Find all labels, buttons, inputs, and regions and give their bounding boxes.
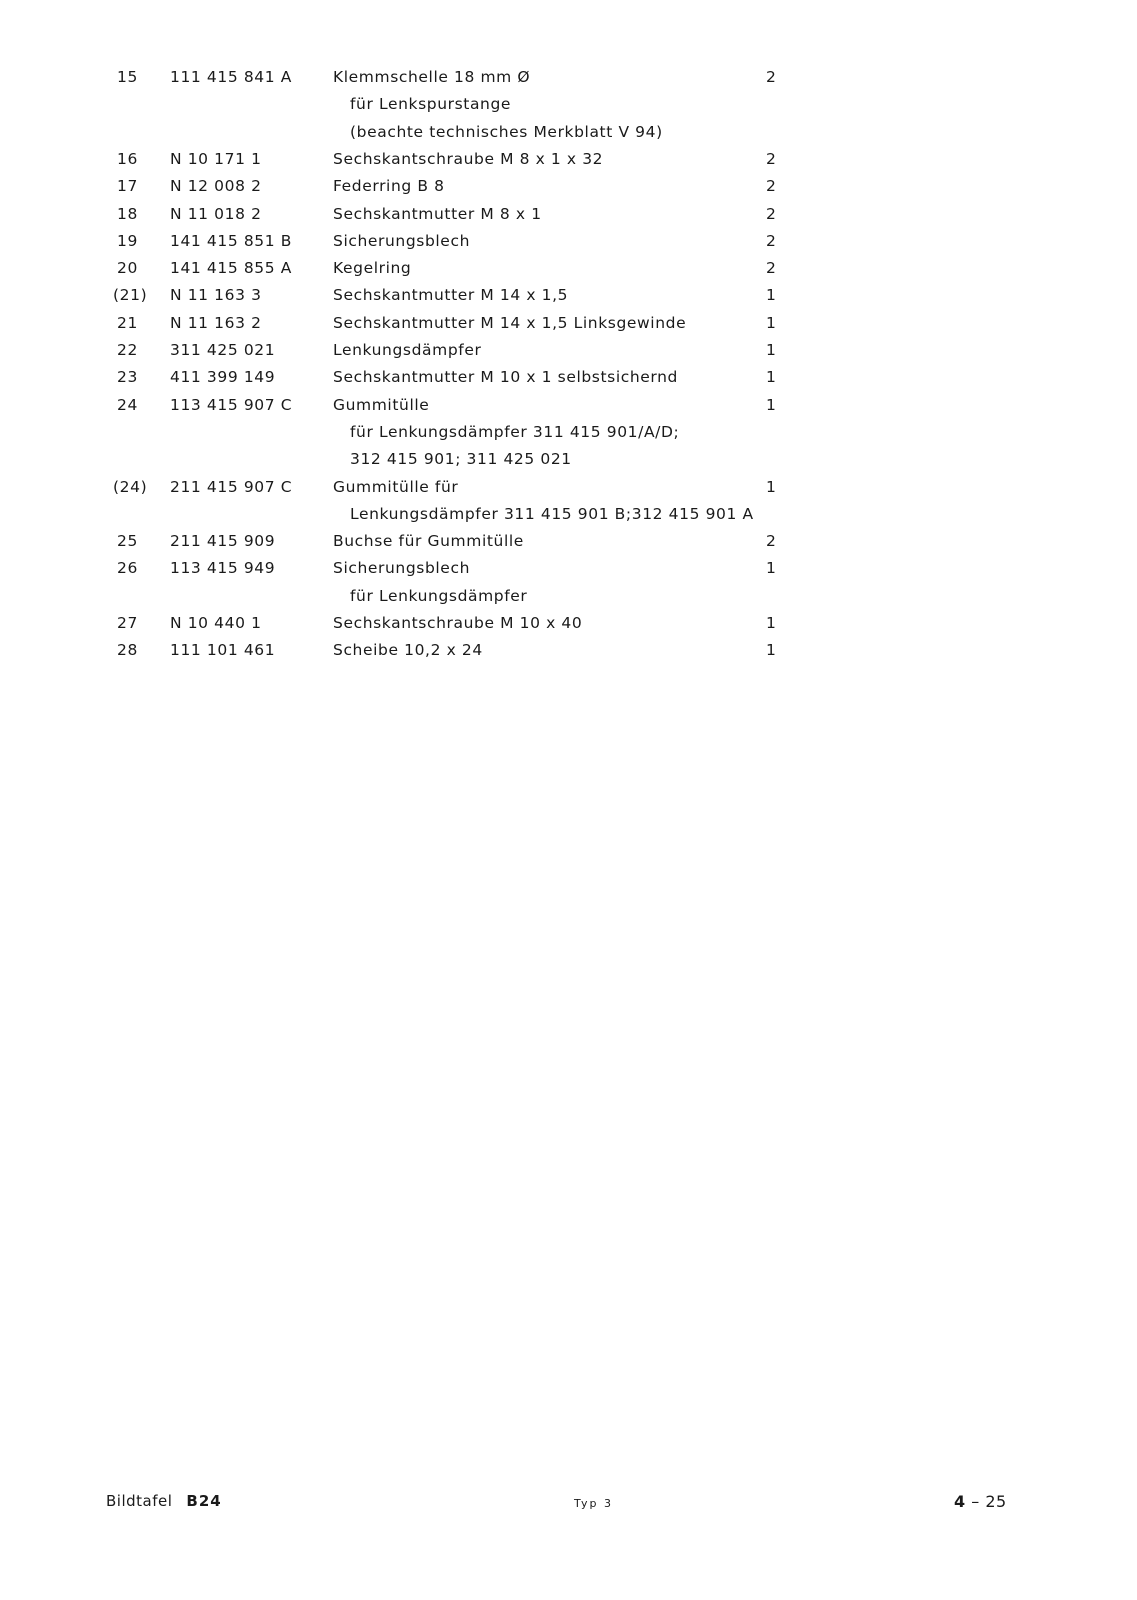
plate-label-text: Bildtafel (106, 1492, 173, 1510)
parts-row (0, 531, 1137, 559)
quantity: 1 (766, 641, 777, 660)
part-number: 411 399 149 (170, 368, 276, 387)
part-number: 211 415 907 C (170, 477, 293, 496)
position-number: 27 (117, 614, 138, 632)
part-description: Scheibe 10,2 x 24 (333, 641, 483, 660)
position-number: 16 (117, 149, 138, 168)
quantity: 1 (766, 286, 777, 305)
position-number: 24 (117, 395, 138, 414)
parts-row-continuation (0, 422, 1137, 450)
quantity: 1 (766, 313, 777, 332)
part-description: für Lenkungsdämpfer 311 415 901/A/D; (350, 422, 680, 441)
parts-row (0, 313, 1137, 341)
part-description: Gummitülle (333, 395, 430, 414)
part-number: 111 101 461 (170, 641, 276, 660)
part-number: 141 415 855 A (170, 259, 292, 278)
part-description: Sechskantmutter M 8 x 1 (333, 204, 542, 223)
quantity: 1 (766, 368, 777, 387)
position-number: 19 (117, 231, 138, 250)
position-number: 22 (117, 341, 138, 359)
position-number: 20 (117, 259, 138, 278)
parts-row (0, 613, 1137, 641)
quantity: 2 (766, 259, 777, 278)
position-number: 21 (117, 313, 138, 332)
part-description: Lenkungsdämpfer (333, 341, 482, 359)
part-description: Kegelring (333, 259, 412, 278)
quantity: 1 (766, 477, 777, 496)
quantity: 1 (766, 559, 777, 578)
parts-row (0, 640, 1137, 668)
parts-row-continuation (0, 586, 1137, 614)
part-number: N 12 008 2 (170, 177, 262, 196)
quantity: 2 (766, 204, 777, 223)
vehicle-type: Typ 3 (574, 1497, 613, 1510)
quantity: 2 (766, 177, 777, 196)
parts-row (0, 477, 1137, 505)
part-description: für Lenkungsdämpfer (350, 586, 528, 605)
page-separator: – (971, 1492, 980, 1511)
part-number: N 10 171 1 (170, 149, 262, 168)
page-number (954, 1492, 1007, 1511)
parts-row-continuation (0, 122, 1137, 150)
part-description: Federring B 8 (333, 177, 445, 196)
quantity: 2 (766, 149, 777, 168)
parts-row (0, 67, 1137, 95)
position-number: 17 (117, 177, 138, 196)
position-number: 23 (117, 368, 138, 387)
part-number: 111 415 841 A (170, 68, 292, 86)
position-number: 28 (117, 641, 138, 660)
position-number: 15 (117, 68, 138, 86)
position-number: 18 (117, 204, 138, 223)
parts-row (0, 558, 1137, 586)
quantity: 2 (766, 532, 777, 551)
position-number: 25 (117, 532, 138, 551)
part-number: N 11 018 2 (170, 204, 262, 223)
part-description: Sechskantmutter M 10 x 1 selbstsichernd (333, 368, 678, 387)
part-number: 211 415 909 (170, 532, 276, 551)
parts-row (0, 395, 1137, 423)
part-description: Sechskantmutter M 14 x 1,5 (333, 286, 569, 305)
part-description: Sechskantschraube M 10 x 40 (333, 614, 583, 632)
part-description: 312 415 901; 311 425 021 (350, 450, 572, 469)
parts-row (0, 204, 1137, 232)
quantity: 1 (766, 395, 777, 414)
plate-number: B24 (186, 1492, 222, 1510)
parts-row (0, 340, 1137, 368)
position-number: 26 (117, 559, 138, 578)
part-description: Lenkungsdämpfer 311 415 901 B;312 415 901 A (350, 504, 754, 523)
quantity: 1 (766, 614, 777, 632)
part-description: Sechskantschraube M 8 x 1 x 32 (333, 149, 604, 168)
position-number: (21) (113, 286, 148, 305)
part-number: N 10 440 1 (170, 614, 262, 632)
part-number: 311 425 021 (170, 341, 276, 359)
parts-row (0, 176, 1137, 204)
part-number: 113 415 907 C (170, 395, 293, 414)
part-description: Sicherungsblech (333, 559, 470, 578)
part-number: N 11 163 2 (170, 313, 262, 332)
part-description: (beachte technisches Merkblatt V 94) (350, 122, 663, 141)
chapter-number: 4 (954, 1492, 966, 1511)
part-description: Sechskantmutter M 14 x 1,5 Linksgewinde (333, 313, 687, 332)
parts-row (0, 258, 1137, 286)
page-index: 25 (985, 1492, 1007, 1511)
parts-row (0, 149, 1137, 177)
plate-label (106, 1492, 222, 1510)
parts-row-continuation (0, 504, 1137, 532)
part-description: Buchse für Gummitülle (333, 532, 524, 551)
part-number: 141 415 851 B (170, 231, 292, 250)
part-description: Klemmschelle 18 mm Ø (333, 68, 531, 86)
parts-row (0, 231, 1137, 259)
parts-row (0, 285, 1137, 313)
quantity: 2 (766, 231, 777, 250)
parts-row-continuation (0, 449, 1137, 477)
part-number: N 11 163 3 (170, 286, 262, 305)
parts-row (0, 367, 1137, 395)
part-number: 113 415 949 (170, 559, 276, 578)
part-description: für Lenkspurstange (350, 95, 512, 114)
part-description: Gummitülle für (333, 477, 459, 496)
parts-row-continuation (0, 94, 1137, 122)
part-description: Sicherungsblech (333, 231, 470, 250)
position-number: (24) (113, 477, 148, 496)
quantity: 2 (766, 68, 777, 86)
quantity: 1 (766, 341, 777, 359)
